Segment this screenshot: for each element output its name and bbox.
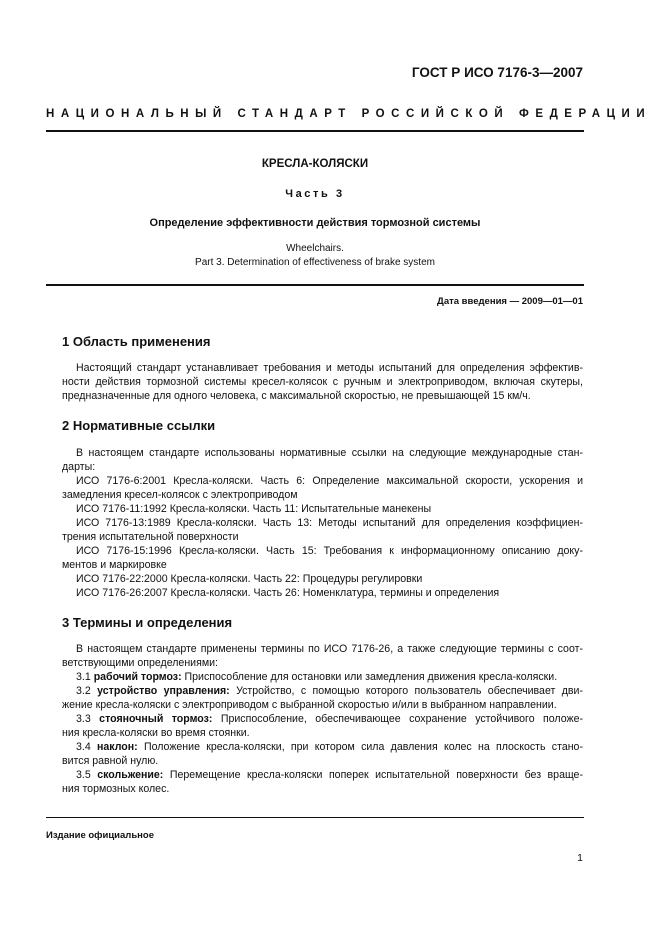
reference-iso-7176-15-cont: ментов и маркировке <box>62 559 167 571</box>
term-name: стояночный тормоз: <box>99 713 213 725</box>
reference-iso-7176-22: ИСО 7176-22:2000 Кресла-коляски. Часть 22: Процедуры регулировки <box>76 573 423 585</box>
official-edition-label: Издание официальное <box>46 830 154 841</box>
reference-iso-7176-15: ИСО 7176-15:1996 Кресла-коляски. Часть 15: Требования к информационному описанию доку- <box>76 545 583 557</box>
section1-line: Настоящий стандарт устанавливает требования и методы испытаний для определения эффектив- <box>76 362 583 374</box>
reference-iso-7176-6: ИСО 7176-6:2001 Кресла-коляски. Часть 6: Определение максимальной скорости, ускорения и <box>76 475 583 487</box>
term-3-3-cont: ния кресла-коляски во время стоянки. <box>62 727 250 739</box>
section1-line: ности действия тормозной системы кресел-колясок с ручным и электроприводом, включая скутеры, <box>62 376 583 388</box>
english-title-line1: Wheelchairs. <box>286 243 344 254</box>
reference-iso-7176-6-cont: замедления кресел-колясок с электроприводом <box>62 489 298 501</box>
section3-heading: 3 Термины и определения <box>62 615 233 630</box>
term-3-2 <box>62 685 583 697</box>
term-name: наклон: <box>97 741 138 753</box>
term-number: 3.3 <box>76 713 91 725</box>
term-number: 3.1 <box>76 671 91 683</box>
term-3-5 <box>62 769 583 781</box>
section2-line: дарты: <box>62 461 96 473</box>
footer-divider <box>46 817 584 818</box>
section3-intro-line: ветствующими определениями: <box>62 657 218 669</box>
term-number: 3.5 <box>76 769 91 781</box>
term-3-4 <box>62 741 583 753</box>
term-name: устройство управления: <box>97 685 230 697</box>
term-3-5-cont: ния тормозных колес. <box>62 783 170 795</box>
term-definition: Перемещение кресла-коляски поперек испытательной поверхности без враще- <box>169 769 583 781</box>
term-number: 3.4 <box>76 741 91 753</box>
section2-line: В настоящем стандарте использованы нормативные ссылки на следующие международные стан- <box>76 447 583 459</box>
reference-iso-7176-13: ИСО 7176-13:1989 Кресла-коляски. Часть 13: Методы испытаний для определения коэффициен- <box>76 517 583 529</box>
page-number: 1 <box>577 852 583 864</box>
term-number: 3.2 <box>76 685 91 697</box>
title-divider <box>46 284 584 286</box>
document-code: ГОСТ Р ИСО 7176-3—2007 <box>411 65 583 80</box>
standard-title: КРЕСЛА-КОЛЯСКИ <box>261 158 369 170</box>
section1-line: предназначенные для одного человека, с максимальной скоростью, не превышающей 15 км/ч. <box>62 390 531 402</box>
term-3-4-cont: вится равной нулю. <box>62 755 159 767</box>
reference-iso-7176-26: ИСО 7176-26:2007 Кресла-коляски. Часть 26: Номенклатура, термины и определения <box>76 587 500 599</box>
term-definition: Приспособление для остановки или замедления движения кресла-коляски. <box>184 671 558 683</box>
standard-subtitle: Определение эффективности действия тормозной системы <box>149 217 481 229</box>
national-standard-banner: НАЦИОНАЛЬНЫЙ СТАНДАРТ РОССИЙСКОЙ ФЕДЕРАЦИИ <box>46 108 652 120</box>
top-divider <box>46 130 584 132</box>
part-label: Часть 3 <box>285 188 345 200</box>
term-3-3 <box>62 713 583 725</box>
section2-heading: 2 Нормативные ссылки <box>62 418 216 433</box>
section1-heading: 1 Область применения <box>62 334 211 349</box>
term-definition: Положение кресла-коляски, при котором сила давления колес на плоскость стано- <box>143 741 583 753</box>
reference-iso-7176-11: ИСО 7176-11:1992 Кресла-коляски. Часть 11: Испытательные манекены <box>76 503 432 515</box>
term-name: рабочий тормоз: <box>93 671 182 683</box>
term-name: скольжение: <box>97 769 164 781</box>
reference-iso-7176-13-cont: трения испытательной поверхности <box>62 531 239 543</box>
term-definition: Устройство, с помощью которого пользователь обеспечивает дви- <box>236 685 583 697</box>
term-3-2-cont: жение кресла-коляски с электроприводом с выбранной скоростью и/или в выбранном направлении. <box>62 699 557 711</box>
english-title-line2: Part 3. Determination of effectiveness of brake system <box>195 257 435 268</box>
section3-intro-line: В настоящем стандарте применены термины по ИСО 7176-26, а также следующие термины с соот- <box>76 643 583 655</box>
introduction-date: Дата введения — 2009—01—01 <box>437 296 583 307</box>
term-definition: Приспособление, обеспечивающее сохранение устойчивого положе- <box>220 713 583 725</box>
term-3-1 <box>76 671 557 683</box>
